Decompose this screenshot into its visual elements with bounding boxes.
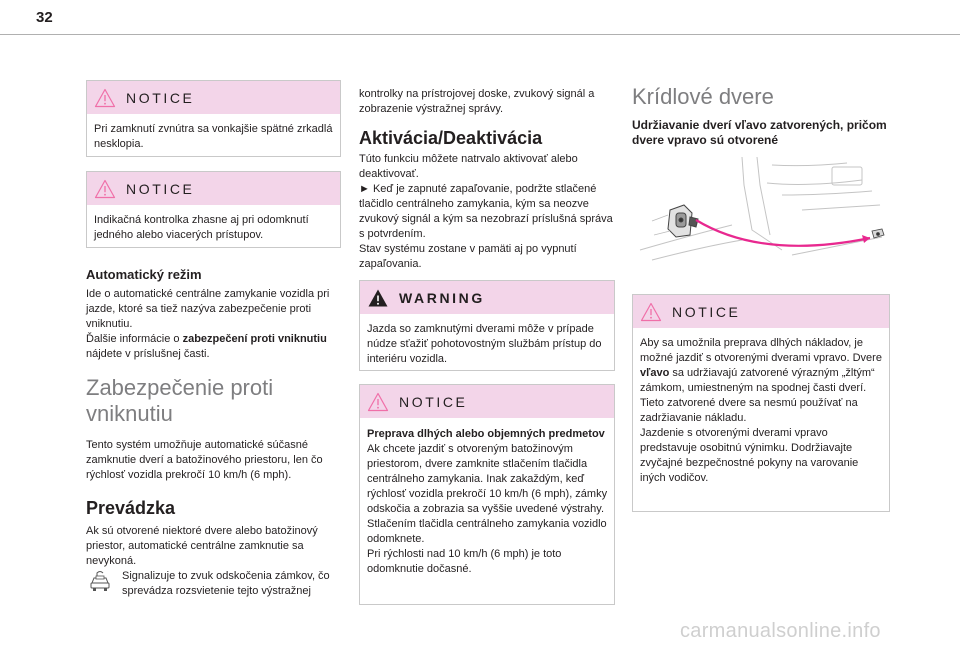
auto-mode-reference bbox=[86, 332, 341, 362]
lock-indicator-text: Signalizuje to zvuk odskočenia zámkov, čo sprevádza rozsvietenie tejto výstražnej bbox=[122, 570, 330, 597]
notice-text: Pri rýchlosti nad 10 km/h (6 mph) je toto odomknutie dočasné. bbox=[367, 548, 562, 575]
reference-text-end: nájdete v príslušnej časti. bbox=[86, 348, 210, 360]
page-number: 32 bbox=[36, 9, 53, 26]
notice-text: Ak chcete jazdiť s otvoreným batožinovým priestorom, dvere zamknite stlačením tlačidla centrálneho zamykania. Inak zakaždým, keď rýchlosť vozidla prekročí 10 km/h (6 mph), zámky odskočia a zobrazia sa vyššie uvedené výstrahy. bbox=[367, 443, 608, 515]
unlocked-car-icon bbox=[89, 569, 111, 595]
notice-text bbox=[640, 336, 883, 396]
warning-header bbox=[360, 281, 614, 314]
notice-body bbox=[360, 418, 614, 586]
intrusion-chapter-heading: Zabezpečenie proti vniknutiu bbox=[86, 375, 274, 426]
continued-text: kontrolky na prístrojovej doske, zvukový signál a zobrazenie výstražnej správy. bbox=[359, 88, 595, 115]
intrusion-text: Tento systém umožňuje automatické súčasné zamknutie dverí a batožinového priestoru, len čo rýchlosť vozidla prekročí 10 km/h (6 mph). bbox=[86, 439, 323, 481]
notice-header bbox=[360, 385, 614, 418]
column-left bbox=[86, 80, 341, 599]
site-watermark: carmanualsonline.info bbox=[680, 620, 881, 642]
wing-doors-chapter-heading: Krídlové dvere bbox=[632, 84, 774, 109]
notice-box-long-objects bbox=[359, 384, 615, 605]
notice-header bbox=[87, 81, 340, 114]
notice-label: NOTICE bbox=[126, 89, 195, 106]
column-right bbox=[632, 84, 890, 512]
notice-icon bbox=[94, 88, 116, 108]
activation-text: Túto funkciu môžete natrvalo aktivovať alebo deaktivovať. bbox=[359, 153, 578, 180]
lock-indicator-row bbox=[86, 569, 341, 599]
notice-bold-title: Preprava dlhých alebo objemných predmetov bbox=[367, 428, 605, 440]
notice-icon bbox=[94, 179, 116, 199]
auto-mode-heading: Automatický režim bbox=[86, 267, 202, 282]
column-middle bbox=[359, 87, 615, 605]
notice-label: NOTICE bbox=[399, 393, 468, 410]
notice-header bbox=[633, 295, 889, 328]
reference-text: Ďalšie informácie o bbox=[86, 333, 183, 345]
notice-icon bbox=[640, 302, 662, 322]
activation-instruction: ► Keď je zapnuté zapaľovanie, podržte stlačené tlačidlo centrálneho zamykania, kým sa neozve zvukový signál a kým sa nezobrazí príslušná správa s potvrdením. bbox=[359, 183, 613, 240]
notice-text: Stlačením tlačidla centrálneho zamykania vozidlo odomknete. bbox=[367, 518, 607, 545]
notice-text-part-end: sa udržiavajú zatvorené výrazným „žltým“ zámkom, umiestneným na spodnej časti dverí. bbox=[640, 367, 875, 394]
operation-heading: Prevádzka bbox=[86, 498, 176, 518]
warning-text: Jazda so zamknutými dverami môže v prípade núdze sťažiť pohotovostným službám prístup do interiéru vozidla. bbox=[367, 323, 602, 365]
auto-mode-text: Ide o automatické centrálne zamykanie vozidla pri jazde, ktoré sa tiež nazýva zabezpečenie proti vniknutiu. bbox=[86, 288, 330, 330]
notice-bold-word: vľavo bbox=[640, 367, 670, 379]
activation-heading: Aktivácia/Deaktivácia bbox=[359, 128, 543, 148]
notice-icon bbox=[367, 392, 389, 412]
warning-label: WARNING bbox=[399, 289, 485, 306]
notice-body bbox=[633, 328, 889, 495]
wing-doors-subheading: Udržiavanie dverí vľavo zatvorených, pričom dvere vpravo sú otvorené bbox=[632, 118, 887, 147]
warning-icon bbox=[367, 288, 389, 308]
reference-bold: zabezpečení proti vniknutiu bbox=[182, 333, 327, 345]
notice-box-indicator bbox=[86, 171, 341, 248]
notice-text: Tieto zatvorené dvere sa nesmú používať na zadržiavanie nákladu. bbox=[640, 397, 858, 424]
notice-text: Jazdenie s otvorenými dverami vpravo predstavuje osobitnú výnimku. Dodržiavajte zvyčajné bezpečnostné pokyny na varovanie iných vodičov. bbox=[640, 427, 859, 484]
notice-box-mirrors bbox=[86, 80, 341, 157]
top-divider bbox=[0, 34, 960, 35]
notice-label: NOTICE bbox=[126, 180, 195, 197]
rear-door-illustration bbox=[632, 155, 890, 275]
notice-header bbox=[87, 172, 340, 205]
notice-text: Pri zamknutí zvnútra sa vonkajšie spätné zrkadlá nesklopia. bbox=[94, 123, 333, 150]
activation-memory-text: Stav systému zostane v pamäti aj po vypnutí zapaľovania. bbox=[359, 243, 577, 270]
notice-text: Indikačná kontrolka zhasne aj pri odomknutí jedného alebo viacerých prístupov. bbox=[94, 214, 309, 241]
notice-box-wing-doors bbox=[632, 294, 890, 512]
notice-label: NOTICE bbox=[672, 303, 741, 320]
operation-text: Ak sú otvorené niektoré dvere alebo batožinový priestor, automatické centrálne zamknutie sa nevykoná. bbox=[86, 525, 318, 567]
notice-text-part: Aby sa umožnila preprava dlhých nákladov, je možné jazdiť s otvorenými dverami vpravo. Dvere bbox=[640, 337, 882, 364]
warning-box bbox=[359, 280, 615, 371]
